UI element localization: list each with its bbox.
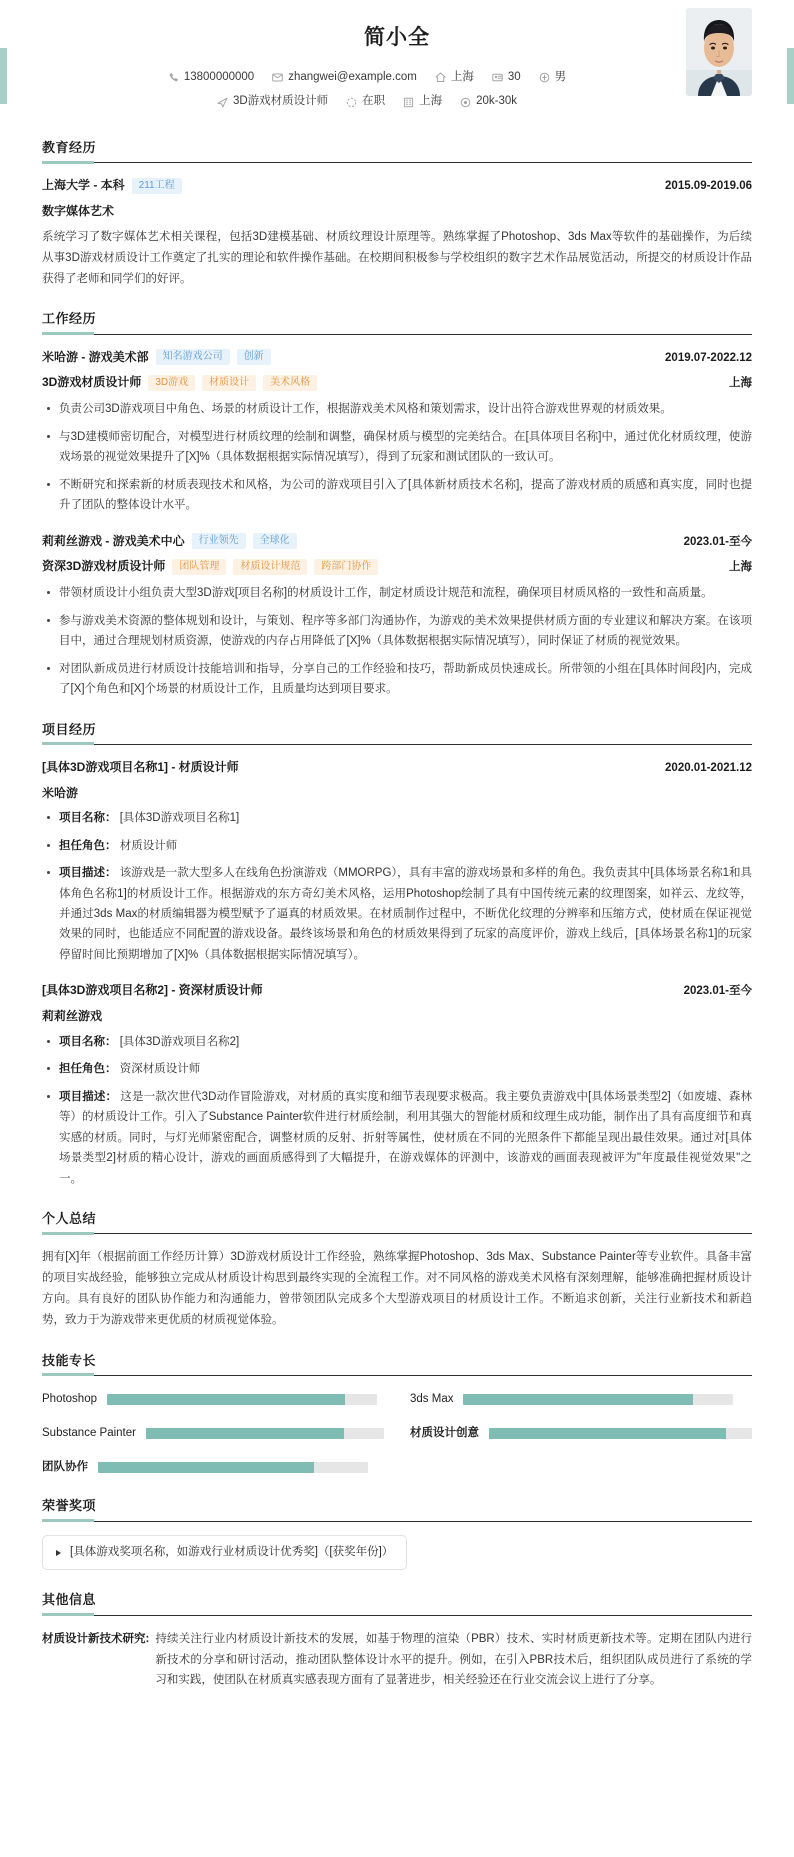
work-bullet: 不断研究和探索新的材质表现技术和风格，为公司的游戏项目引入了[具体新材质技术名称]，提高了游戏材质的质感和真实度，同时也提升了团队的整体设计水平。 (42, 475, 752, 516)
work-bullet: 带领材质设计小组负责大型3D游戏[项目名称]的材质设计工作，制定材质设计规范和流程，确保项目材质风格的一致性和高质量。 (42, 583, 752, 603)
gender-icon (539, 72, 550, 83)
section-other-info (42, 1590, 752, 1691)
project-bullet (42, 1087, 752, 1189)
summary-text: 拥有[X]年（根据前面工作经历计算）3D游戏材质设计工作经验，熟练掌握Photoshop、3ds Max、Substance Painter等专业软件。具备丰富的项目实战经验，能够独立完成从材质设计构思到最终实现的全流程工作。对不同风格的游戏美术风格有深刻理解，能够准确把握材质设计方向。具有良好的团队协作能力和沟通能力，曾带领团队完成多个大型游戏项目的材质设计工作。不断追求创新，关注行业新技术和新趋势，致力于为游戏带来更优质的材质视觉体验。 (42, 1251, 752, 1326)
work-entries (42, 348, 752, 700)
section-title: 其他信息 (42, 1592, 97, 1608)
contact-value: zhangwei@example.com (288, 70, 417, 83)
section-education (42, 138, 752, 289)
section-header-summary (42, 1209, 752, 1234)
education-entry-left (42, 176, 182, 195)
work-bullets (42, 399, 752, 515)
salary-icon (460, 97, 471, 108)
section-header-other-info (42, 1590, 752, 1615)
project-bullets (42, 1032, 752, 1189)
project-date: 2023.01-至今 (683, 985, 752, 998)
work-entry-left (42, 348, 271, 367)
contact-item-mail (272, 69, 417, 87)
contact-item-salary (460, 93, 517, 111)
section-header-honors (42, 1496, 752, 1521)
work-location: 上海 (729, 377, 752, 390)
tag-blue: 行业领先 (192, 533, 246, 549)
section-title: 荣誉奖项 (42, 1498, 97, 1514)
project-bullet (42, 836, 752, 856)
project-company: 莉莉丝游戏 (42, 1009, 103, 1024)
phone-icon (168, 72, 179, 83)
work-entry-position-row (42, 557, 752, 577)
contact-row-secondary (60, 93, 734, 111)
skills-grid (42, 1389, 752, 1476)
project-bullet (42, 863, 752, 965)
contact-value: 在职 (362, 95, 386, 108)
honor-item[interactable] (42, 1535, 407, 1571)
skill-progress-fill (463, 1394, 693, 1405)
section-title: 项目经历 (42, 721, 97, 737)
project-entry (42, 981, 752, 1189)
status-icon (346, 97, 357, 108)
project-bullet-text: 资深材质设计师 (119, 1063, 201, 1076)
school-name: 上海大学 - 本科 (42, 178, 125, 193)
honor-list (42, 1535, 752, 1571)
section-header-projects (42, 720, 752, 745)
skill-progress-bar (463, 1394, 733, 1405)
project-bullet-label: 项目名称： (59, 812, 117, 825)
work-entry-company-row (42, 532, 752, 552)
section-title: 教育经历 (42, 140, 97, 156)
id-card-icon (492, 72, 503, 83)
project-bullet-text: 这是一款次世代3D动作冒险游戏，对材质的真实度和细节表现要求极高。我主要负责游戏中[具体场景类型2]（如废墟、森林等）的材质设计工作。引入了Substance Painter软件进行材质绘制，利用其强大的智能材质和纹理生成功能，制作出了具有高度细节和真实感的材质。同时，与灯光师紧密配合，调整材质的反射、折射等属性，使材质在不同的光照条件下都能呈现出最佳效果。通过对[具体场景类型2]材质的精心设计，游戏的画面质感得到了大幅提升，在游戏媒体的评测中，该游戏的画面表现被评为"年度最佳视觉效果"之一。 (59, 1090, 753, 1185)
section-skills (42, 1351, 752, 1477)
other-info-item (42, 1629, 752, 1692)
position-title: 3D游戏材质设计师 (42, 375, 142, 390)
project-bullet-label: 担任角色： (59, 839, 117, 852)
contact-item-id-card (492, 69, 521, 87)
section-projects (42, 720, 752, 1190)
project-entry-header (42, 981, 752, 1001)
tag-orange: 跨部门协作 (314, 559, 378, 575)
project-entry (42, 758, 752, 966)
work-location: 上海 (729, 561, 752, 574)
project-date: 2020.01-2021.12 (665, 761, 752, 774)
resume-content (0, 138, 794, 1691)
company-name: 米哈游 - 游戏美术部 (42, 349, 149, 364)
project-name: [具体3D游戏项目名称1] - 材质设计师 (42, 759, 239, 774)
work-entry (42, 532, 752, 700)
candidate-name: 简小全 (364, 26, 430, 49)
mail-icon (272, 72, 283, 83)
other-info-list (42, 1629, 752, 1692)
section-header-work (42, 309, 752, 334)
education-description: 系统学习了数字媒体艺术相关课程，包括3D建模基础、材质纹理设计原理等。熟练掌握了Photoshop、3ds Max等软件的基础操作，为后续从事3D游戏材质设计工作奠定了扎实的理论和软件操作基础。在校期间积极参与学校组织的数字艺术作品展览活动，所提交的材质设计作品获得了老师和同学们的好评。 (42, 230, 752, 285)
skill-progress-bar (489, 1428, 752, 1439)
contact-value: 上海 (450, 70, 474, 83)
section-header-skills (42, 1351, 752, 1376)
contact-value: 男 (554, 70, 567, 83)
work-bullet: 参与游戏美术资源的整体规划和设计，与策划、程序等多部门沟通协作，为游戏的美术效果提供材质方面的专业建议和解决方案。在该项目中，通过合理规划材质资源，使游戏的内存占用降低了[X]%（具体数据根据实际情况填写），同时保证了材质的视觉效果。 (42, 611, 752, 652)
skill-item (410, 1425, 752, 1443)
project-entry-left (42, 981, 263, 1000)
project-bullet-label: 项目描述： (59, 867, 117, 880)
work-bullet: 与3D建模师密切配合，对模型进行材质纹理的绘制和调整，确保材质与模型的完美结合。在[具体项目名称]中，通过优化材质纹理，使游戏场景的视觉效果提升了[X]%（具体数据根据实际情况填写），得到了玩家和测试团队的一致认可。 (42, 427, 752, 468)
skill-progress-bar (98, 1462, 368, 1473)
work-date: 2019.07-2022.12 (665, 351, 752, 364)
project-bullet-text: 材质设计师 (119, 839, 178, 852)
tag-blue: 创新 (237, 349, 271, 365)
contact-value: 13800000000 (183, 70, 255, 83)
project-bullet (42, 1059, 752, 1079)
project-bullet (42, 808, 752, 828)
tag-blue: 211工程 (132, 178, 182, 194)
project-bullet-label: 项目名称： (59, 1035, 117, 1048)
work-bullet: 负责公司3D游戏项目中角色、场景的材质设计工作，根据游戏美术风格和策划需求，设计出符合游戏世界观的材质效果。 (42, 399, 752, 419)
contact-item-gender (539, 69, 567, 87)
skill-progress-bar (107, 1394, 377, 1405)
tag-blue: 知名游戏公司 (156, 349, 230, 365)
project-bullet (42, 1032, 752, 1052)
tag-orange: 美术风格 (263, 375, 317, 391)
skill-label: 团队协作 (42, 1460, 88, 1473)
target-icon (217, 97, 228, 108)
position-title: 资深3D游戏材质设计师 (42, 559, 166, 574)
building-icon (403, 97, 414, 108)
contact-item-target (217, 93, 328, 111)
section-summary (42, 1209, 752, 1331)
project-entries (42, 758, 752, 1189)
skill-label: Photoshop (42, 1393, 97, 1406)
skill-item (410, 1391, 752, 1409)
skill-label: 材质设计创意 (410, 1426, 479, 1439)
work-position-left (42, 373, 317, 392)
work-date: 2023.01-至今 (683, 535, 752, 548)
skill-progress-fill (146, 1428, 344, 1439)
section-title: 技能专长 (42, 1352, 97, 1368)
tag-blue: 全球化 (253, 533, 297, 549)
project-bullet-label: 担任角色： (59, 1063, 117, 1076)
education-entries (42, 176, 752, 289)
work-bullets (42, 583, 752, 699)
work-entry-left (42, 532, 297, 551)
contact-item-home (435, 69, 474, 87)
project-company: 米哈游 (42, 785, 79, 800)
skill-progress-fill (489, 1428, 726, 1439)
project-bullet-text: [具体3D游戏项目名称2] (119, 1035, 240, 1048)
contact-item-status (346, 93, 385, 111)
section-work (42, 309, 752, 699)
home-icon (435, 72, 446, 83)
tag-orange: 材质设计规范 (233, 559, 307, 575)
honor-text: [具体游戏奖项名称，如游戏行业材质设计优秀奖]（[获奖年份]） (70, 1545, 394, 1558)
avatar (686, 8, 752, 96)
work-entry-position-row (42, 373, 752, 393)
education-entry (42, 176, 752, 289)
section-header-education (42, 138, 752, 163)
major-name: 数字媒体艺术 (42, 204, 115, 219)
skill-item (42, 1391, 384, 1409)
other-info-label: 材质设计新技术研究: (42, 1632, 150, 1645)
contact-item-phone (168, 69, 254, 87)
skill-progress-fill (107, 1394, 345, 1405)
work-entry (42, 348, 752, 516)
tag-orange: 材质设计 (202, 375, 256, 391)
skill-item (42, 1425, 384, 1443)
section-title: 工作经历 (42, 311, 97, 327)
resume-header (0, 0, 794, 132)
section-title: 个人总结 (42, 1211, 97, 1227)
contact-value: 3D游戏材质设计师 (232, 95, 329, 108)
contact-item-building (403, 93, 442, 111)
education-date: 2015.09-2019.06 (665, 180, 752, 193)
contact-value: 30 (507, 70, 521, 83)
skill-label: Substance Painter (42, 1426, 136, 1439)
skill-progress-fill (98, 1462, 314, 1473)
project-bullet-text: [具体3D游戏项目名称1] (119, 812, 240, 825)
contact-value: 上海 (419, 95, 443, 108)
project-entry-header (42, 758, 752, 778)
project-bullet-label: 项目描述： (59, 1090, 118, 1103)
education-entry-header (42, 176, 752, 196)
tag-orange: 3D游戏 (148, 375, 195, 391)
contact-value: 20k-30k (476, 95, 518, 108)
project-bullets (42, 808, 752, 965)
tag-orange: 团队管理 (172, 559, 226, 575)
project-entry-left (42, 758, 239, 777)
project-name: [具体3D游戏项目名称2] - 资深材质设计师 (42, 983, 263, 998)
company-name: 莉莉丝游戏 - 游戏美术中心 (42, 533, 185, 548)
skill-progress-bar (146, 1428, 384, 1439)
work-bullet: 对团队新成员进行材质设计技能培训和指导，分享自己的工作经验和技巧，帮助新成员快速成长。所带领的小组在[具体时间段]内，完成了[X]个角色和[X]个场景的材质设计工作，且质量均达到项目要求。 (42, 659, 752, 700)
section-honors (42, 1496, 752, 1570)
skill-item (42, 1459, 384, 1477)
contact-row-primary (60, 69, 734, 87)
work-entry-company-row (42, 348, 752, 368)
skill-label: 3ds Max (410, 1393, 454, 1406)
caret-right-icon (56, 1550, 61, 1556)
other-info-text: 持续关注行业内材质设计新技术的发展，如基于物理的渲染（PBR）技术、实时材质更新技术等。定期在团队内进行新技术的分享和研讨活动，推动团队整体设计水平的提升。例如，在引入PBR技术后，组织团队成员进行了系统的学习和实践，使团队在材质真实感表现方面有了显著进步，相关经验还在行业交流会议上进行了分享。 (155, 1632, 752, 1687)
project-bullet-text: 该游戏是一款大型多人在线角色扮演游戏（MMORPG），具有丰富的游戏场景和多样的角色。我负责其中[具体场景名称1和具体角色名称1]的材质设计工作。根据游戏的东方奇幻美术风格，运用Photoshop绘制了具有中国传统元素的纹理图案，如祥云、龙纹等，并通过3ds Max的材质编辑器为模型赋予了逼真的材质效果。在材质制作过程中，不断优化纹理的分辨率和压缩方式，使材质在保证视觉效果的同时，也能适应不同配置的游戏设备。最终该场景和角色的材质效果得到了玩家的高度评价，游戏上线后，[具体场景名称1]的玩家停留时间比预期增加了[X]%（具体数据根据实际情况填写）。 (59, 867, 753, 961)
work-position-left (42, 557, 378, 576)
